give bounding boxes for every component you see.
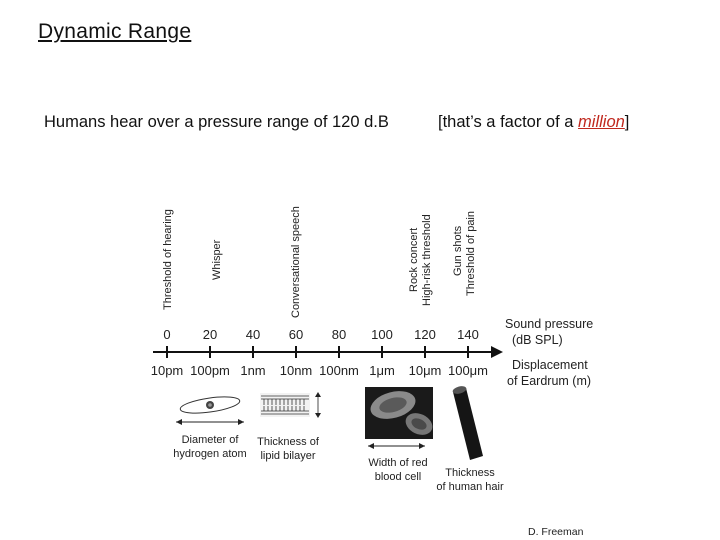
label-threshold-hearing: Threshold of hearing bbox=[162, 209, 174, 310]
label-high-risk: High-risk threshold bbox=[421, 214, 433, 306]
db-tick: 100 bbox=[371, 327, 393, 342]
label-rock-concert: Rock concert bbox=[408, 227, 420, 292]
db-tick: 20 bbox=[202, 327, 218, 342]
db-tick: 0 bbox=[163, 327, 171, 342]
red-blood-cell-icon bbox=[365, 386, 436, 449]
disp-tick: 10μm bbox=[408, 363, 442, 378]
axis-label-displacement: Displacement bbox=[512, 358, 588, 372]
label-hair-2: of human hair bbox=[436, 481, 504, 493]
axis-label-eardrum: of Eardrum (m) bbox=[507, 374, 592, 388]
label-hydrogen-1: Diameter of bbox=[181, 434, 239, 446]
label-blood-1: Width of red bbox=[368, 457, 428, 469]
slide-title: Dynamic Range bbox=[38, 20, 192, 43]
subtitle-right-prefix: [that’s a factor of a bbox=[438, 113, 579, 131]
disp-tick: 10nm bbox=[279, 363, 313, 378]
label-hydrogen-2: hydrogen atom bbox=[173, 448, 247, 460]
lipid-bilayer-icon bbox=[260, 392, 321, 418]
label-blood-2: blood cell bbox=[374, 471, 422, 483]
db-tick: 140 bbox=[457, 327, 479, 342]
db-tick: 80 bbox=[331, 327, 347, 342]
hydrogen-atom-icon bbox=[176, 394, 244, 425]
db-tick: 40 bbox=[245, 327, 261, 342]
label-lipid-1: Thickness of bbox=[257, 436, 319, 448]
label-hair-1: Thickness bbox=[445, 467, 495, 479]
subtitle-right-suffix: ] bbox=[624, 113, 630, 131]
db-tick: 120 bbox=[414, 327, 436, 342]
human-hair-icon bbox=[452, 385, 483, 460]
axis-label-sound-pressure: Sound pressure bbox=[505, 317, 594, 331]
subtitle-million: million bbox=[578, 113, 625, 131]
label-whisper: Whisper bbox=[211, 239, 223, 280]
disp-tick: 1nm bbox=[240, 363, 266, 378]
db-tick: 60 bbox=[288, 327, 304, 342]
label-conversational: Conversational speech bbox=[290, 206, 302, 318]
disp-tick: 1μm bbox=[369, 363, 395, 378]
label-gun-shots: Gun shots bbox=[452, 225, 464, 276]
label-lipid-2: lipid bilayer bbox=[260, 450, 316, 462]
axis-label-db-spl: (dB SPL) bbox=[512, 333, 563, 347]
axis-arrow-icon bbox=[491, 346, 503, 358]
credit-text: D. Freeman bbox=[528, 526, 584, 538]
disp-tick: 100μm bbox=[447, 363, 489, 378]
subtitle-left: Humans hear over a pressure range of 120 d.B bbox=[44, 113, 389, 131]
disp-tick: 10pm bbox=[150, 363, 184, 378]
label-threshold-pain: Threshold of pain bbox=[465, 211, 477, 296]
disp-tick: 100nm bbox=[319, 363, 359, 378]
disp-tick: 100pm bbox=[190, 363, 230, 378]
